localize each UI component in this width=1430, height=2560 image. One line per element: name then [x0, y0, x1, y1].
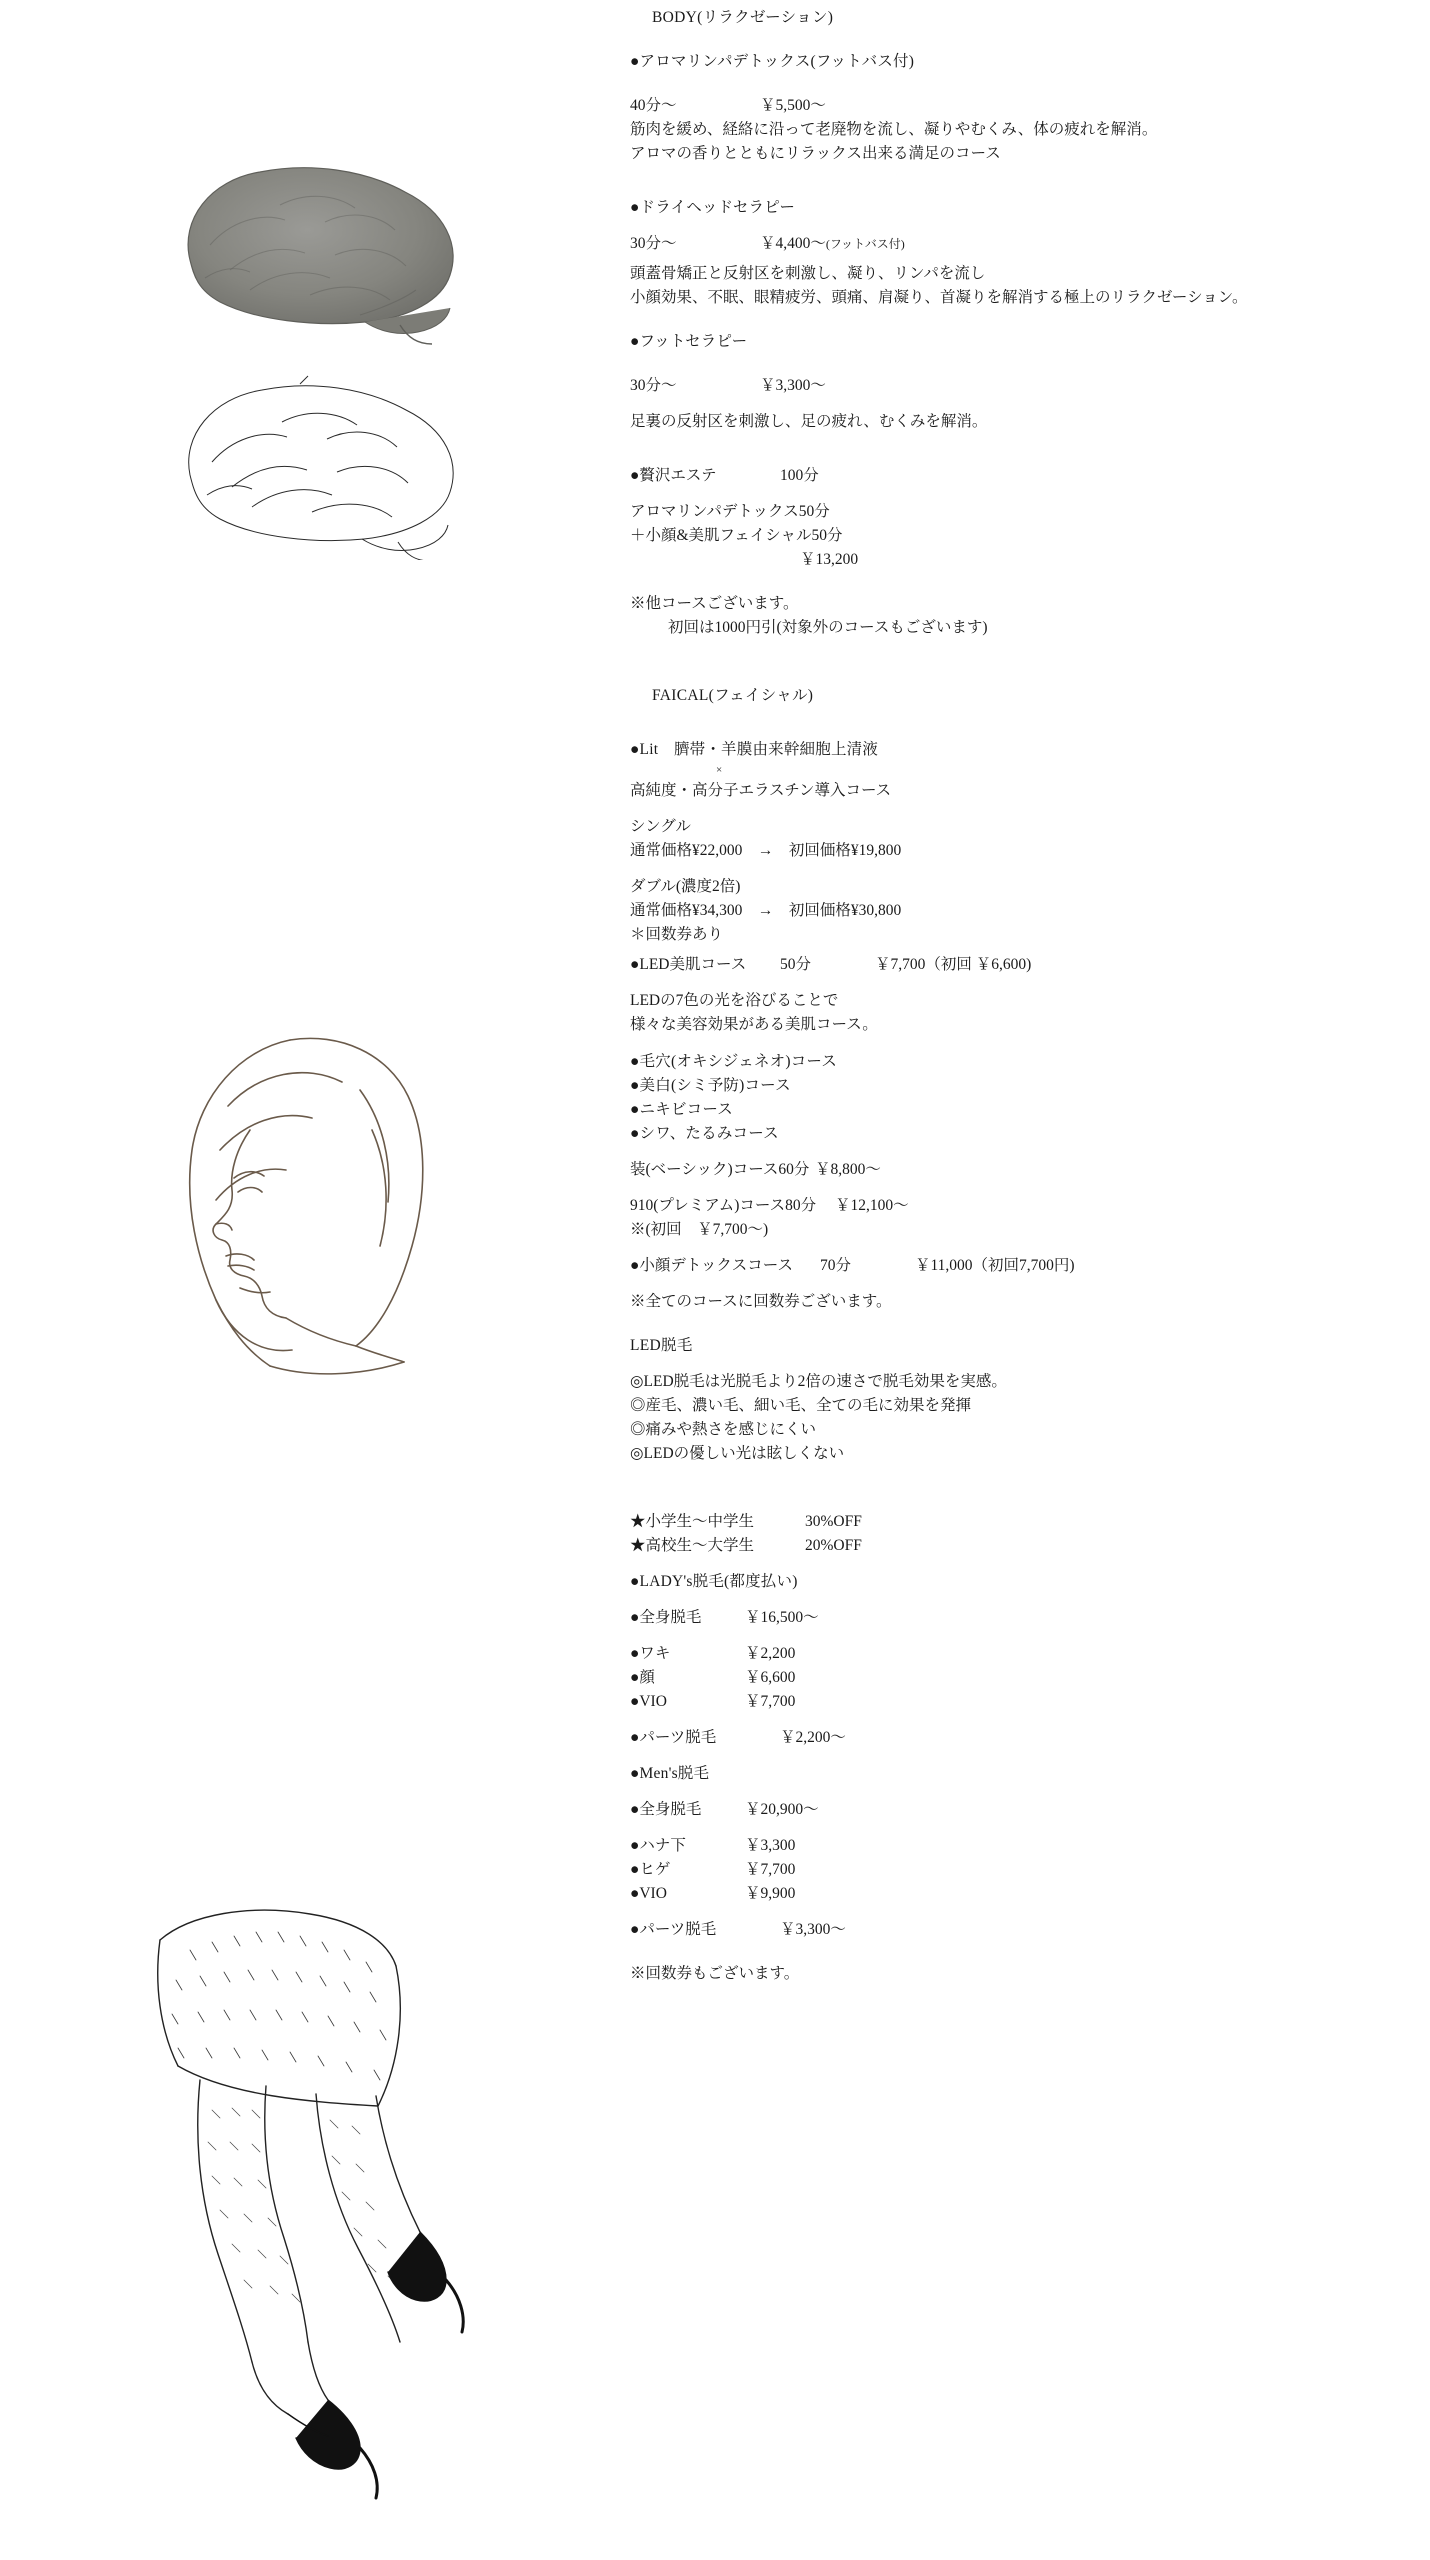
brain-shaded-illustration — [150, 150, 490, 350]
ladies-part-label-1: ●顔 — [630, 1668, 655, 1686]
kogao-course-price: ￥11,000（初回7,700円) — [915, 1256, 1075, 1274]
course-foot-price: ￥3,300〜 — [760, 377, 826, 395]
course-aroma-name: ●アロマリンパデトックス(フットバス付) — [630, 53, 915, 71]
course-dryhead-note: (フットバス付) — [825, 237, 905, 252]
premium-course-note: ※(初回 ￥7,700〜) — [630, 1220, 769, 1238]
course-foot-name: ●フットセラピー — [630, 333, 748, 351]
mens-part-row-1 — [630, 1858, 1430, 1882]
ladies-parts-course-label: ●パーツ脱毛 — [630, 1728, 717, 1746]
ladies-part-row-0 — [630, 1642, 1430, 1666]
ladies-part-label-0: ●ワキ — [630, 1644, 671, 1662]
course-foot-price-row — [630, 374, 1430, 398]
ladies-part-price-1: ￥6,600 — [745, 1668, 796, 1686]
mens-fullbody-label: ●全身脱毛 — [630, 1800, 702, 1818]
menu-text-column — [630, 0, 1430, 1986]
illustration-column — [0, 0, 630, 2560]
basic-course-row — [630, 1158, 1430, 1182]
body-section-title: BODY(リラクゼーション) — [652, 9, 834, 26]
discount-value-0: 30%OFF — [805, 1512, 862, 1530]
lit-ticket-note: ＊回数券あり — [630, 926, 724, 944]
discount-row-1 — [630, 1534, 1430, 1558]
lit-single-label: シングル — [630, 818, 691, 836]
legs-with-heels-illustration — [120, 1880, 500, 2500]
course-foot-duration: 30分〜 — [630, 377, 677, 395]
basic-course-price: ￥8,800〜 — [815, 1160, 881, 1178]
luxury-course-line2: ＋小顔&美肌フェイシャル50分 — [630, 527, 843, 545]
luxury-course-name: ●贅沢エステ — [630, 467, 717, 485]
discount-value-1: 20%OFF — [805, 1536, 862, 1554]
mens-parts-course-price: ￥3,300〜 — [780, 1920, 846, 1938]
discount-label-1: ★高校生〜大学生 — [630, 1536, 755, 1554]
facial-course-item-2: ●ニキビコース — [630, 1100, 733, 1118]
mens-part-label-0: ●ハナ下 — [630, 1836, 686, 1854]
mens-section-title: ●Men's脱毛 — [630, 1764, 710, 1782]
lit-single-price: 通常価格¥22,000 → 初回価格¥19,800 — [630, 842, 902, 860]
kogao-course-name: ●小顔デトックスコース — [630, 1256, 793, 1274]
mens-parts-course-row — [630, 1918, 1430, 1942]
luxury-course-duration: 100分 — [780, 467, 819, 485]
ladies-fullbody-row — [630, 1606, 1430, 1630]
ladies-part-price-2: ￥7,700 — [745, 1692, 796, 1710]
led-hair-feature-1: ◎産毛、濃い毛、細い毛、全ての毛に効果を発揮 — [630, 1396, 972, 1414]
mens-fullbody-row — [630, 1798, 1430, 1822]
ladies-parts-course-row — [630, 1726, 1430, 1750]
facial-course-item-3: ●シワ、たるみコース — [630, 1124, 779, 1142]
lit-double-price: 通常価格¥34,300 → 初回価格¥30,800 — [630, 902, 902, 920]
led-course-row — [630, 953, 1430, 977]
mens-part-price-0: ￥3,300 — [745, 1836, 796, 1854]
mens-part-row-0 — [630, 1834, 1430, 1858]
led-hair-footer-note: ※回数券もございます。 — [630, 1964, 800, 1982]
mens-part-label-2: ●VIO — [630, 1884, 667, 1902]
body-note-line1: ※他コースございます。 — [630, 595, 799, 613]
kogao-course-row — [630, 1254, 1430, 1278]
facial-course-item-1: ●美白(シミ予防)コース — [630, 1076, 791, 1094]
facial-course-item-0: ●毛穴(オキシジェネオ)コース — [630, 1052, 838, 1070]
led-course-duration: 50分 — [780, 956, 812, 974]
mens-fullbody-price: ￥20,900〜 — [745, 1800, 819, 1818]
led-hair-feature-3: ◎LEDの優しい光は眩しくない — [630, 1444, 845, 1462]
ladies-part-row-1 — [630, 1666, 1430, 1690]
ladies-part-label-2: ●VIO — [630, 1692, 667, 1710]
led-hair-feature-2: ◎痛みや熱さを感じにくい — [630, 1420, 817, 1438]
premium-course-price: ￥12,100〜 — [835, 1196, 909, 1214]
mens-part-label-1: ●ヒゲ — [630, 1860, 671, 1878]
basic-course-name: 装(ベーシック)コース60分 — [630, 1160, 810, 1178]
ladies-section-title: ●LADY's脱毛(都度払い) — [630, 1572, 798, 1590]
course-aroma-duration: 40分〜 — [630, 97, 677, 115]
ladies-fullbody-label: ●全身脱毛 — [630, 1608, 702, 1626]
discount-label-0: ★小学生〜中学生 — [630, 1512, 755, 1530]
facial-section-title: FAICAL(フェイシャル) — [652, 687, 814, 705]
course-dryhead-price-row — [630, 232, 1430, 256]
brain-outline-illustration — [150, 370, 490, 560]
course-dryhead-desc1: 頭蓋骨矯正と反射区を刺激し、凝り、リンパを流し — [630, 265, 986, 283]
course-aroma-desc2: アロマの香りとともにリラックス出来る満足のコース — [630, 145, 1001, 163]
facial-ticket-note: ※全てのコースに回数券ございます。 — [630, 1292, 892, 1310]
body-note-line2: 初回は1000円引(対象外のコースもございます) — [668, 619, 988, 637]
course-dryhead-price: ￥4,400〜 — [760, 235, 826, 253]
course-foot-desc1: 足裏の反射区を刺激し、足の疲れ、むくみを解消。 — [630, 413, 988, 431]
course-aroma-price-row — [630, 94, 1430, 118]
led-course-desc2: 様々な美容効果がある美肌コース。 — [630, 1016, 878, 1034]
course-aroma-desc1: 筋肉を緩め、経絡に沿って老廃物を流し、凝りやむくみ、体の疲れを解消。 — [630, 121, 1158, 139]
lit-course-cross: × — [716, 764, 723, 777]
mens-part-price-1: ￥7,700 — [745, 1860, 796, 1878]
led-course-name: ●LED美肌コース — [630, 956, 747, 974]
luxury-course-row — [630, 464, 1430, 488]
course-dryhead-name: ●ドライヘッドセラピー — [630, 199, 796, 217]
ladies-fullbody-price: ￥16,500〜 — [745, 1608, 819, 1626]
mens-part-price-2: ￥9,900 — [745, 1884, 796, 1902]
led-hair-section-title: LED脱毛 — [630, 1336, 693, 1354]
lit-double-label: ダブル(濃度2倍) — [630, 878, 741, 896]
course-dryhead-desc2: 小顔効果、不眠、眼精疲労、頭痛、肩凝り、首凝りを解消する極上のリラクゼーション。 — [630, 289, 1248, 307]
kogao-course-duration: 70分 — [820, 1256, 852, 1274]
ladies-part-price-0: ￥2,200 — [745, 1644, 796, 1662]
discount-row-0 — [630, 1510, 1430, 1534]
led-course-desc1: LEDの7色の光を浴びることで — [630, 992, 839, 1010]
ladies-part-row-2 — [630, 1690, 1430, 1714]
premium-course-row — [630, 1194, 1430, 1218]
course-dryhead-duration: 30分〜 — [630, 235, 677, 253]
lit-course-name: ●Lit 臍帯・羊膜由来幹細胞上清液 — [630, 741, 879, 759]
led-course-price: ￥7,700（初回 ￥6,600) — [875, 956, 1032, 974]
lit-course-subname: 高純度・高分子エラスチン導入コース — [630, 782, 892, 800]
mens-part-row-2 — [630, 1882, 1430, 1906]
premium-course-name: 910(プレミアム)コース80分 — [630, 1196, 817, 1214]
face-profile-line-illustration — [120, 1010, 520, 1390]
luxury-course-price: ￥13,200 — [800, 551, 859, 569]
course-aroma-price: ￥5,500〜 — [760, 97, 826, 115]
luxury-course-line1: アロマリンパデトックス50分 — [630, 503, 830, 521]
led-hair-feature-0: ◎LED脱毛は光脱毛より2倍の速さで脱毛効果を実感。 — [630, 1372, 1007, 1390]
ladies-parts-course-price: ￥2,200〜 — [780, 1728, 846, 1746]
mens-parts-course-label: ●パーツ脱毛 — [630, 1920, 717, 1938]
